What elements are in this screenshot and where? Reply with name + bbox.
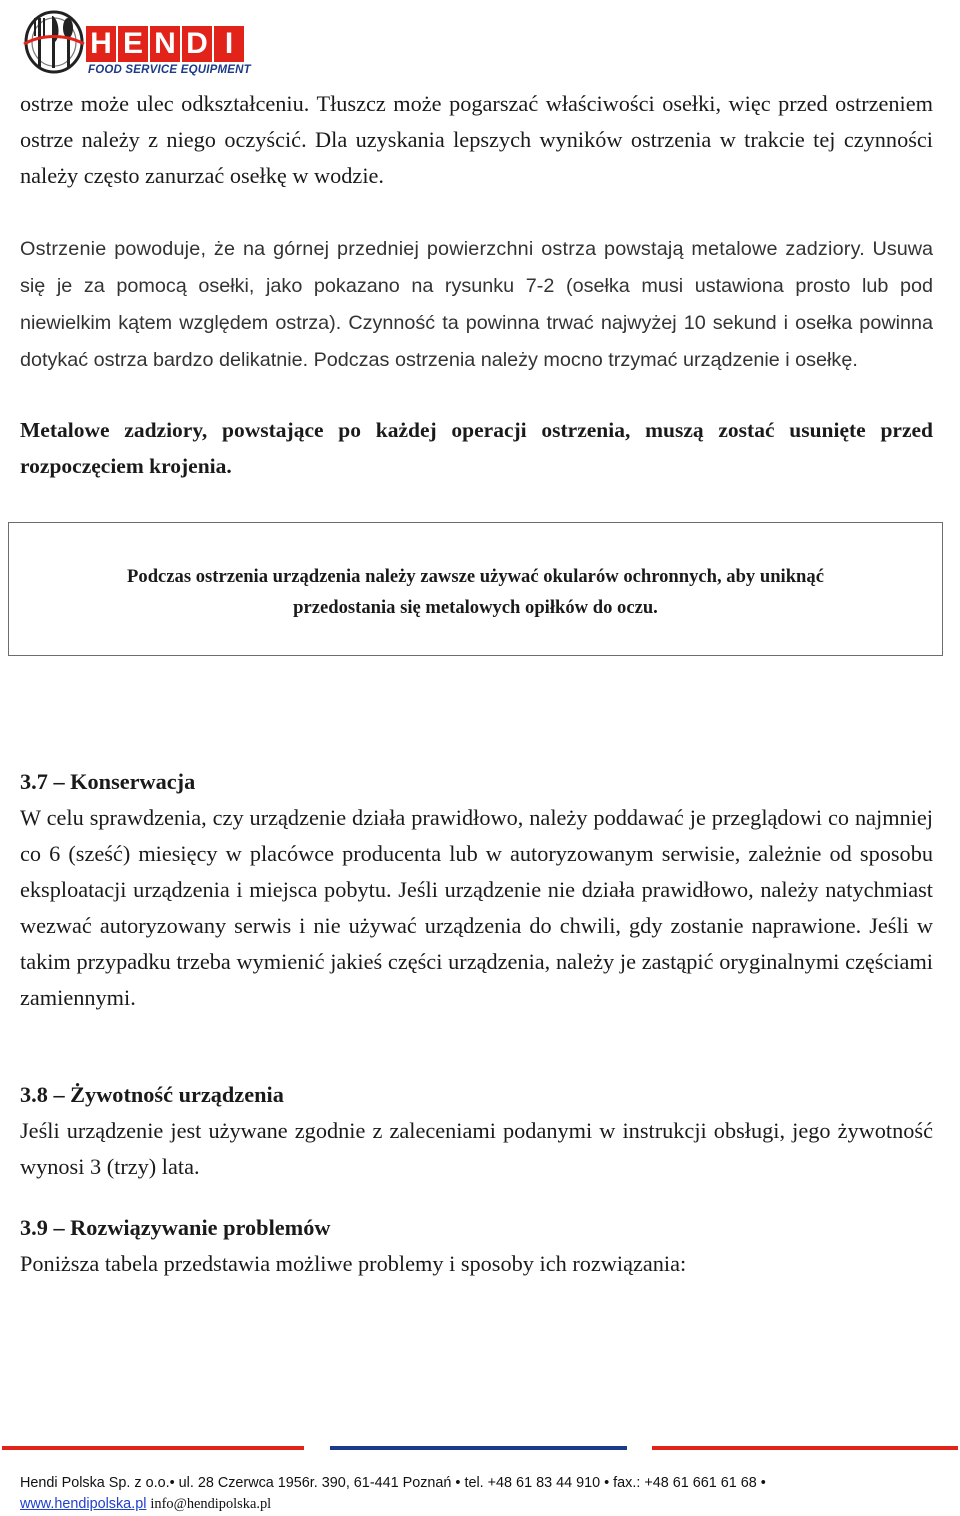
logo-tagline: FOOD SERVICE EQUIPMENT — [88, 64, 251, 76]
section-body-troubleshooting: Poniższa tabela przedstawia możliwe problemy i sposoby ich rozwiązania: — [20, 1251, 687, 1276]
footer-rule-blue — [330, 1446, 627, 1450]
footer-rule-red — [652, 1446, 958, 1450]
warning-line-2: przedostania się metalowych opiłków do oczu. — [293, 597, 658, 618]
burrs-instructions: Usuwa się je za pomocą osełki, jako pokazano na rysunku 7-2 (osełka musi ustawiona prosto lub pod niewielkim kątem względem ostrza). Czynność ta powinna trwać najwyżej 10 sekund i osełka powinna dotykać ostrza bardzo delikatnie. Podczas ostrzenia należy mocno trzymać urządzenie i osełkę. — [20, 238, 934, 371]
footer-rule-red — [2, 1446, 304, 1450]
section-body-maintenance: W celu sprawdzenia, czy urządzenie działa prawidłowo, należy poddawać je przeglądowi co najmniej co 6 (sześć) miesięcy w placówce producenta lub w autoryzowanym serwisie, zależnie od sposobu eksploatacji urządzenia i miejsca pobytu. Jeśli urządzenie nie działa prawidłowo, należy natychmiast wezwać autoryzowany serwis i nie używać urządzenia do chwili, gdy zostanie naprawione. Jeśli w takim przypadku trzeba wymienić jakieś części urządzenia, należy je zastąpić oryginalnymi częściami zamiennymi. — [20, 805, 933, 1010]
warning-line-1: Podczas ostrzenia urządzenia należy zawsze używać okularów ochronnych, aby uniknąć — [127, 566, 824, 587]
section-heading-maintenance: 3.7 – Konserwacja — [20, 769, 196, 794]
section-heading-lifetime: 3.8 – Żywotność urządzenia — [20, 1082, 284, 1107]
logo-letter: H — [86, 26, 116, 62]
section-title: Żywotność urządzenia — [70, 1082, 284, 1107]
section-number: 3.9 — [20, 1215, 48, 1240]
paragraph-burrs-warning: Metalowe zadziory, powstające po każdej operacji ostrzenia, muszą zostać usunięte przed rozpoczęciem krojenia. — [20, 418, 933, 478]
section-number: 3.8 — [20, 1082, 48, 1107]
email-address: info@hendipolska.pl — [150, 1496, 272, 1512]
section-title: Rozwiązywanie problemów — [70, 1215, 331, 1240]
section-heading-troubleshooting: 3.9 – Rozwiązywanie problemów — [20, 1215, 331, 1240]
website-link[interactable]: www.hendipolska.pl — [20, 1496, 147, 1512]
burrs-intro: Ostrzenie powoduje, że na górnej przedniej powierzchni ostrza powstają metalowe zadziory. — [20, 238, 865, 260]
brand-wordmark — [86, 26, 246, 62]
footer-address: Hendi Polska Sp. z o.o.• ul. 28 Czerwca 1956r. 390, 61-441 Poznań • tel. +48 61 83 44 910 • fax.: +48 61 661 61 68 • — [20, 1475, 766, 1491]
footer-links — [20, 1496, 271, 1513]
hendi-logo — [22, 4, 251, 78]
paragraph-cleaning: ostrze może ulec odkształceniu. Tłuszcz może pogarszać właściwości osełki, więc przed ostrzeniem ostrze należy z niego oczyścić. Dla uzyskania lepszych wyników ostrzenia w trakcie tej czynności należy często zanurzać osełkę w wodzie. — [20, 91, 933, 188]
safety-warning-box — [8, 522, 943, 656]
section-number: 3.7 — [20, 769, 48, 794]
section-title: Konserwacja — [70, 769, 196, 794]
logo-letter: I — [214, 26, 244, 62]
paragraph-burrs — [20, 230, 933, 378]
logo-letter: E — [118, 26, 148, 62]
cutlery-globe-icon — [22, 4, 86, 76]
logo-letter: D — [182, 26, 212, 62]
safety-warning-text — [9, 561, 942, 623]
section-body-lifetime: Jeśli urządzenie jest używane zgodnie z zaleceniami podanymi w instrukcji obsługi, jego żywotność wynosi 3 (trzy) lata. — [20, 1118, 933, 1179]
logo-letter: N — [150, 26, 180, 62]
